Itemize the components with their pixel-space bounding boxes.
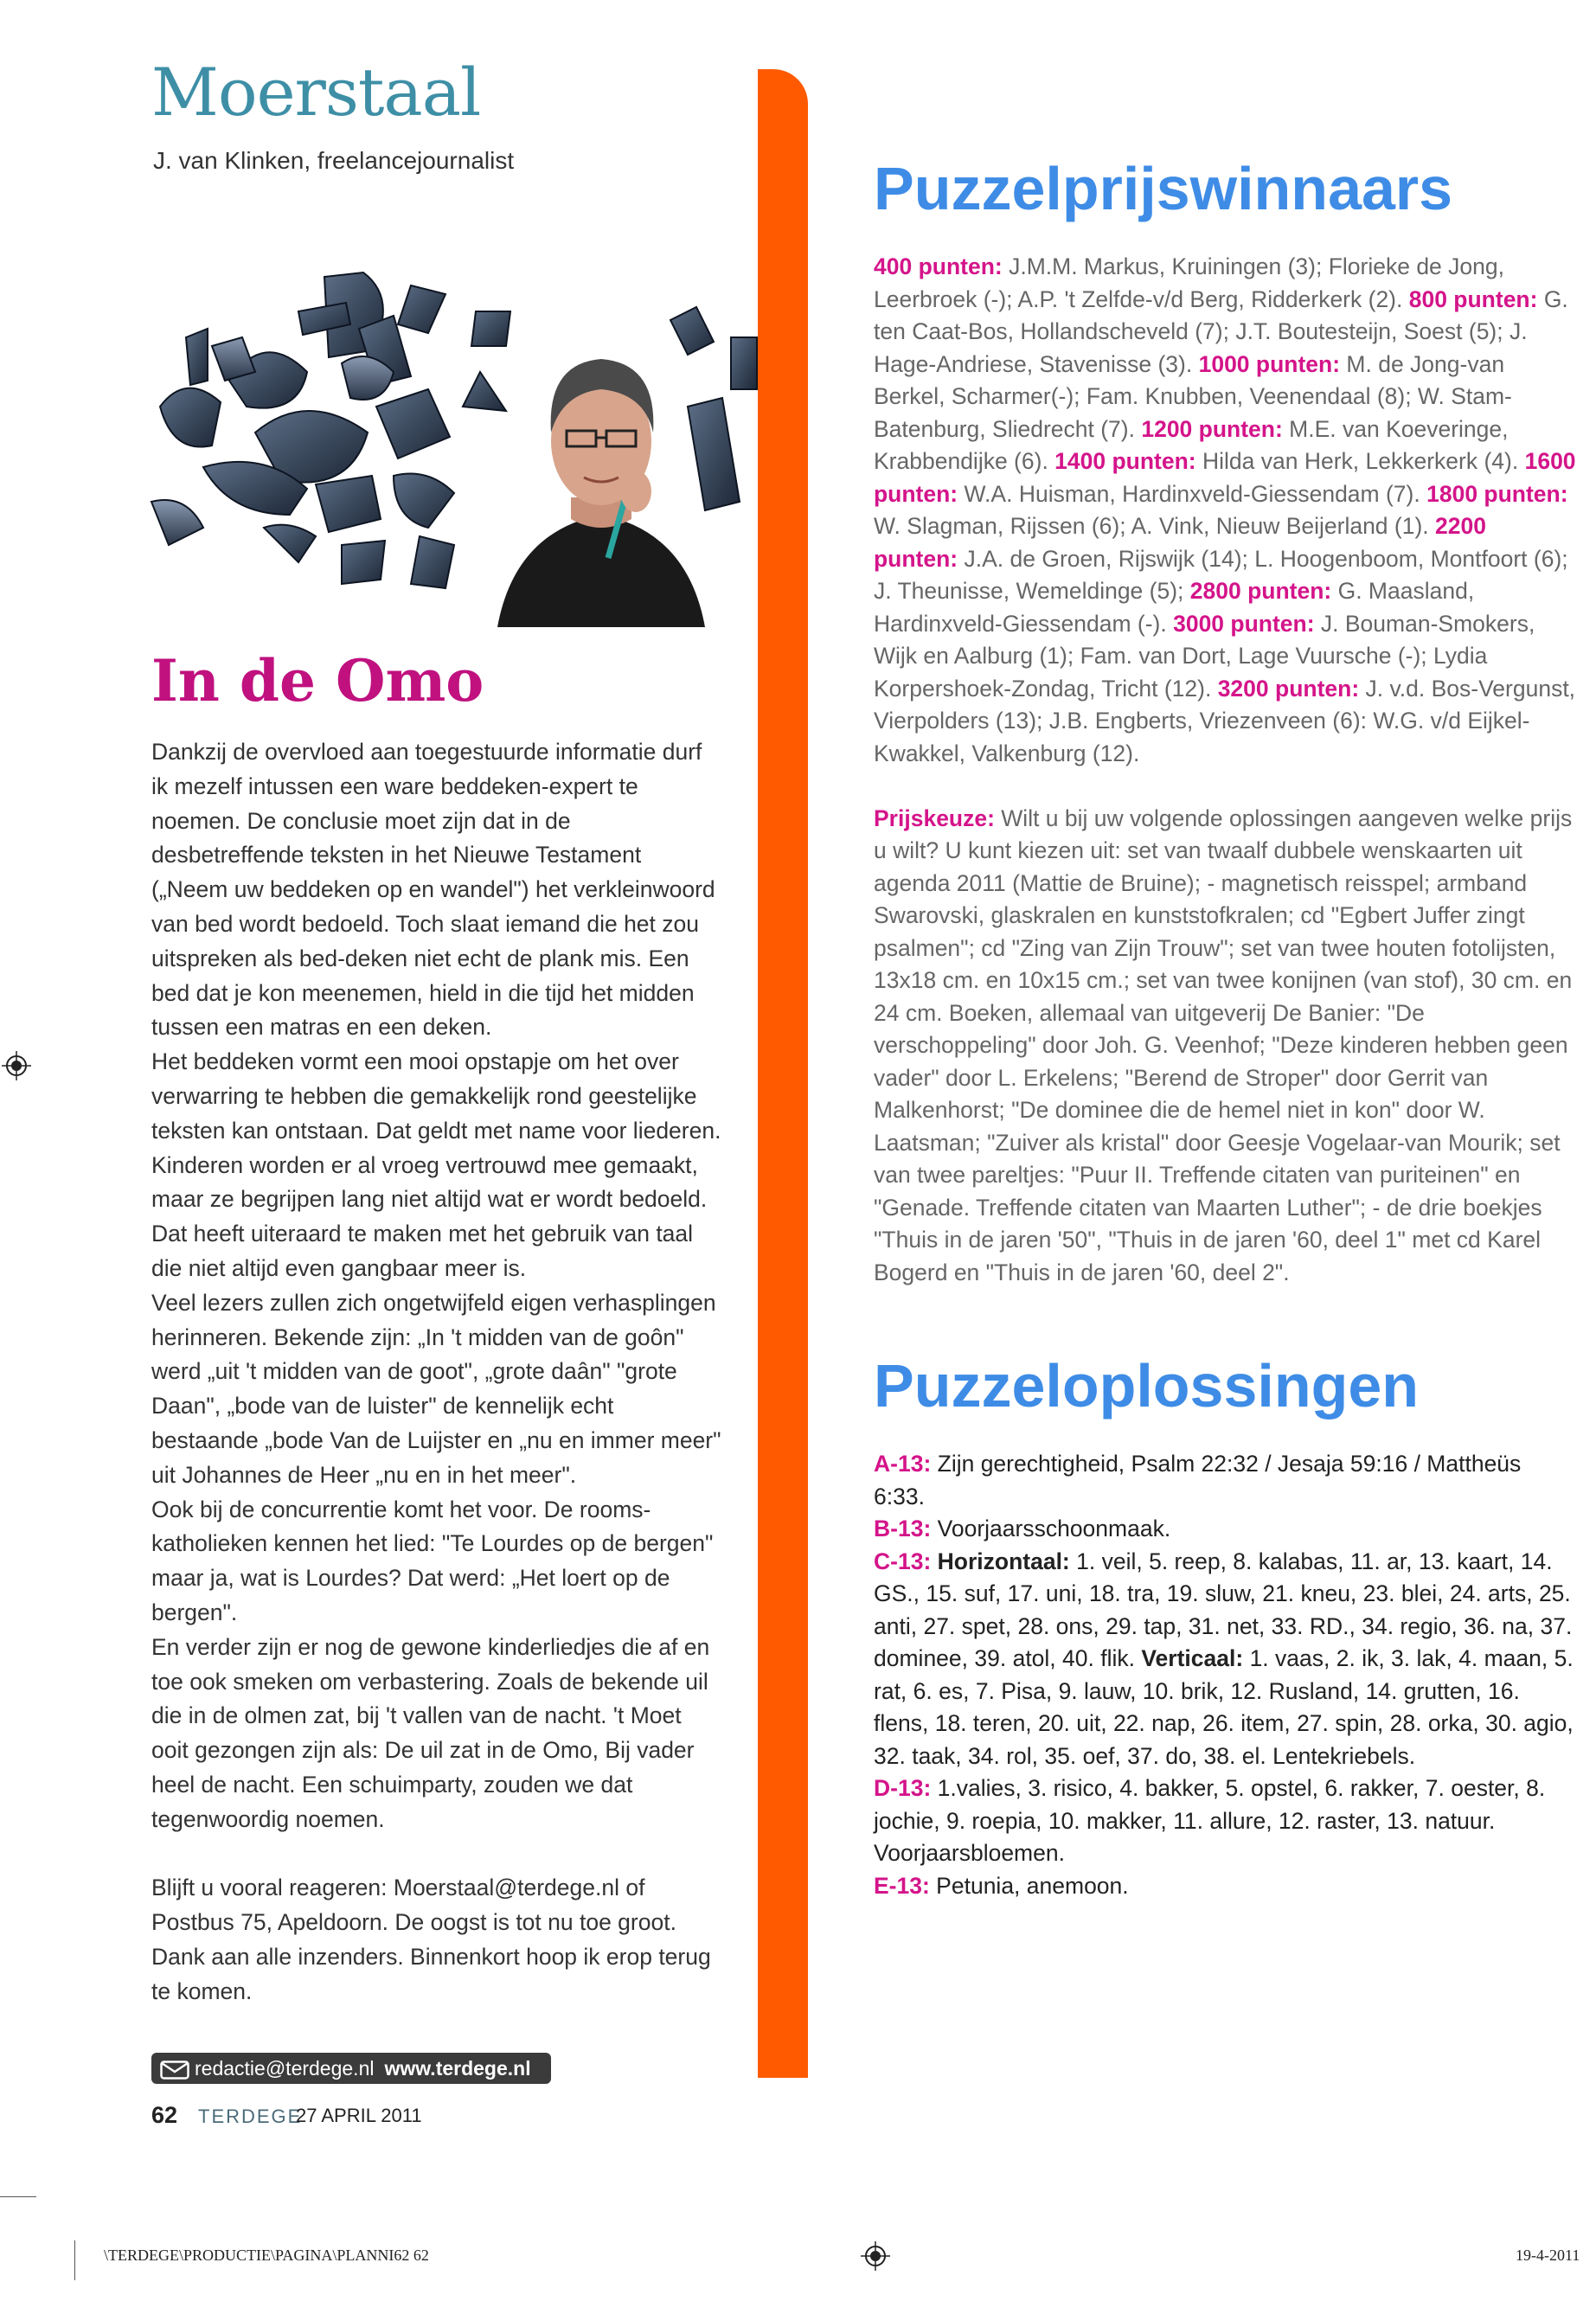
website-link[interactable]: www.terdege.nl xyxy=(384,2057,531,2080)
solution-item xyxy=(874,1448,1576,1513)
prize-winners-title: Puzzelprijswinnaars xyxy=(874,155,1453,222)
solution-label: B-13: xyxy=(874,1516,932,1541)
solution-label: A-13: xyxy=(874,1451,932,1477)
issue-date: 27 APRIL 2011 xyxy=(296,2105,422,2126)
column-title: Moerstaal xyxy=(151,54,481,131)
solution-label: C-13: xyxy=(874,1548,932,1574)
solution-item xyxy=(874,1513,1576,1546)
winner-names: W. Slagman, Rijssen (6); A. Vink, Nieuw Beijerland (1). xyxy=(874,513,1436,539)
points-label: 800 punten: xyxy=(1408,285,1538,312)
points-label: 3000 punten: xyxy=(1173,610,1315,637)
prize-winners-list xyxy=(874,251,1576,1289)
solution-text: Voorjaarsschoonmaak. xyxy=(931,1516,1171,1541)
prize-choice-label: Prijskeuze: xyxy=(874,804,995,831)
envelope-icon xyxy=(160,2061,189,2080)
crop-mark-horizontal xyxy=(0,2196,36,2197)
solution-item xyxy=(874,1772,1576,1870)
byline: J. van Klinken, freelancejournalist xyxy=(153,147,515,174)
solution-text: 1. veil, 5. reep, 8. kalabas, 11. ar, 13. kaart, 14. GS., 15. suf, 17. uni, 18. tra, 19. sluw, 21. kneu, 23. blei, 24. arts, 25. anti, 27. spet, 28. ons, 29. tap, 31. net, 33. RD., 34. regio, 36. na, 37. dominee, 39. atol, 40. flik. xyxy=(874,1548,1573,1671)
solution-item xyxy=(874,1546,1576,1773)
print-slug-path: \TERDEGE\PRODUCTIE\PAGINA\PLANNI62 62 xyxy=(104,2247,429,2264)
article-paragraph: Dankzij de overvloed aan toegestuurde informatie durf ik mezelf intussen een ware beddeken-expert te noemen. De conclusie moet zijn dat in de desbetreffende teksten in het Nieuwe Testament („Neem uw beddeken op en wandel") het verkleinwoord van bed wordt bedoeld. Toch slaat iemand die het zou uitspreken als bed-deken niet echt de plank mis. Een bed dat je kon meenemen, hield in die tijd het midden tussen een matras en een deken. xyxy=(151,739,715,1041)
orange-divider-bar xyxy=(758,69,808,2078)
article-body xyxy=(151,735,722,2009)
points-label: 2800 punten: xyxy=(1189,578,1332,604)
points-label: 1000 punten: xyxy=(1198,350,1341,377)
puzzle-solutions-list xyxy=(874,1448,1576,1902)
article-paragraph: Blijft u vooral reageren: Moerstaal@terdege.nl of Postbus 75, Apeldoorn. De oogst is tot nu toe groot. Dank aan alle inzenders. Binnenkort hoop ik erop terug te komen. xyxy=(151,1875,711,2004)
magazine-name: TERDEGE xyxy=(198,2106,303,2127)
winner-names: G. Maasland, Hardinxveld-Giessendam (-). xyxy=(874,578,1475,637)
vertical-label: Verticaal: xyxy=(1141,1645,1244,1671)
points-label: 2200 punten: xyxy=(874,513,1486,572)
page-number: 62 xyxy=(151,2102,178,2128)
prize-winners-paragraph xyxy=(874,251,1576,770)
article-paragraph: Veel lezers zullen zich ongetwijfeld eigen verhasplingen herinneren. Bekende zijn: „In 't midden van de goôn" werd „uit 't midden van de goot", „grote daân" "grote Daan", „bode van de luister" de kennelijk echt bestaande „bode Van de Luijster en „nu en immer meer" uit Johannes de Heer „nu en in het meer". xyxy=(151,1289,721,1488)
solution-item xyxy=(874,1870,1576,1903)
solution-text: Petunia, anemoon. xyxy=(929,1872,1129,1899)
article-paragraph: Ook bij de concurrentie komt het voor. De rooms-katholieken kennen het lied: "Te Lourdes op de bergen" maar ja, wat is Lourdes? Dat werd: „Het loert op de bergen". xyxy=(151,1496,714,1625)
solution-text: Zijn gerechtigheid, Psalm 22:32 / Jesaja 59:16 / Mattheüs 6:33. xyxy=(874,1451,1522,1509)
solution-label: D-13: xyxy=(874,1775,932,1801)
print-slug-date: 19-4-2011 xyxy=(1516,2247,1580,2264)
article-title: In de Omo xyxy=(151,647,484,715)
horizontal-label: Horizontaal: xyxy=(937,1548,1070,1574)
winner-names: W.A. Huisman, Hardinxveld-Giessendam (7). xyxy=(958,480,1427,507)
winner-names: G. ten Caat-Bos, Hollandscheveld (7); J.T. Boutesteijn, Soest (5); J. Hage-Andriese, Stavenisse (3). xyxy=(874,285,1568,377)
article-paragraph: Het beddeken vormt een mooi opstapje om het over verwarring te hebben die gemakkelijk rond geestelijke teksten kan ontstaan. Dat geldt met name voor liederen. Kinderen worden er al vroeg vertrouwd mee gemaakt, maar ze begrijpen lang niet altijd wat er wordt bedoeld. Dat heeft uiteraard te maken met het gebruik van taal die niet altijd even gangbaar meer is. xyxy=(151,1048,721,1281)
contact-bar xyxy=(151,2053,551,2084)
puzzle-solutions-title: Puzzeloplossingen xyxy=(874,1352,1420,1420)
points-label: 400 punten: xyxy=(874,253,1003,279)
solution-text: 1. vaas, 2. ik, 3. lak, 4. maan, 5. rat, 6. es, 7. Pisa, 9. lauw, 10. brik, 12. Rusland, 14. grutten, 16. flens, 18. teren, 20. uit, 22. nap, 26. item, 27. spin, 28. orka, 30. agio, 32. taak, 34. rol, 35. oef, 37. do, 38. el. Lentekriebels. xyxy=(874,1645,1574,1769)
registration-mark-icon xyxy=(2,1051,31,1080)
winner-names: J.A. de Groen, Rijswijk (14); L. Hoogenboom, Montfoort (6); J. Theunisse, Wemeldinge (5); xyxy=(874,545,1568,604)
points-label: 1800 punten: xyxy=(1426,480,1568,507)
author-photo-with-3d-letters xyxy=(134,260,759,627)
points-label: 3200 punten: xyxy=(1217,675,1360,702)
winner-names: J. Bouman-Smokers, Wijk en Aalburg (1); Fam. van Dort, Lage Vuursche (-); Lydia Korpershoek-Zondag, Tricht (12). xyxy=(874,610,1535,702)
winner-names: Hilda van Herk, Lekkerkerk (4). xyxy=(1195,448,1525,474)
solution-label: E-13: xyxy=(874,1872,930,1899)
winner-names: J.M.M. Markus, Kruiningen (3); Florieke de Jong, Leerbroek (-); A.P. 't Zelfde-v/d Berg, Ridderkerk (2). xyxy=(874,253,1504,312)
points-label: 1200 punten: xyxy=(1141,415,1283,442)
prize-choice-text: Wilt u bij uw volgende oplossingen aangeven welke prijs u wilt? U kunt kiezen uit: set van twaalf dubbele wenskaarten uit agenda 2011 (Mattie de Bruine); - magnetisch reisspel; armband Swarovski, glaskralen en kunststofkralen; cd "Egbert Juffer zingt psalmen"; cd "Zing van Zijn Trouw"; set van twee houten fotolijsten, 13x18 cm. en 10x15 cm.; set van twee konijnen (van stof), 30 cm. en 24 cm. Boeken, allemaal van uitgeverij De Banier: "De verschoppeling" door Joh. G. Veenhof; "Deze kinderen hebben geen vader" door L. Erkelens; "Berend de Stroper" door Gerrit van Malkenhorst; "De dominee die de hemel niet in kon" door W. Laatsman; "Zuiver als kristal" door Geesje Vogelaar-van Mourik; set van twee pareltjes: "Puur II. Treffende citaten van puriteinen" en "Genade. Treffende citaten van Maarten Luther"; - de drie boekjes "Thuis in de jaren '50", "Thuis in de jaren '60, deel 1" met cd Karel Bogerd en "Thuis in de jaren '60, deel 2". xyxy=(874,804,1573,1285)
article-paragraph: En verder zijn er nog de gewone kinderliedjes die af en toe ook smeken om verbastering. Zoals de bekende uil die in de olmen zat, bij 't vallen van de nacht. 't Moet ooit gezongen zijn als: De uil zat in de Omo, Bij vader heel de nacht. Een schuimparty, zouden we dat tegenwoordig noemen. xyxy=(151,1633,710,1832)
crop-mark-vertical xyxy=(74,2240,75,2280)
registration-mark-icon xyxy=(861,2241,890,2271)
points-label: 1600 punten: xyxy=(874,448,1576,507)
solution-text: 1.valies, 3. risico, 4. bakker, 5. opstel, 6. rakker, 7. oester, 8. jochie, 9. roepia, 10. makker, 11. allure, 12. raster, 13. natuur. Voorjaarsbloemen. xyxy=(874,1775,1546,1866)
prize-choice-paragraph xyxy=(874,803,1576,1290)
winner-names: M.E. van Koeveringe, Krabbendijke (6). xyxy=(874,415,1509,474)
winner-names: M. de Jong-van Berkel, Scharmer(-); Fam. Knubben, Veenendaal (8); W. Stam-Batenburg, Sliedrecht (7). xyxy=(874,350,1512,442)
winner-names: J. v.d. Bos-Vergunst, Vierpolders (13); J.B. Engberts, Vriezenveen (6): W.G. v/d Eijkel-Kwakkel, Valkenburg (12). xyxy=(874,675,1576,766)
points-label: 1400 punten: xyxy=(1054,448,1196,474)
contact-email-link[interactable]: redactie@terdege.nl xyxy=(195,2057,375,2080)
